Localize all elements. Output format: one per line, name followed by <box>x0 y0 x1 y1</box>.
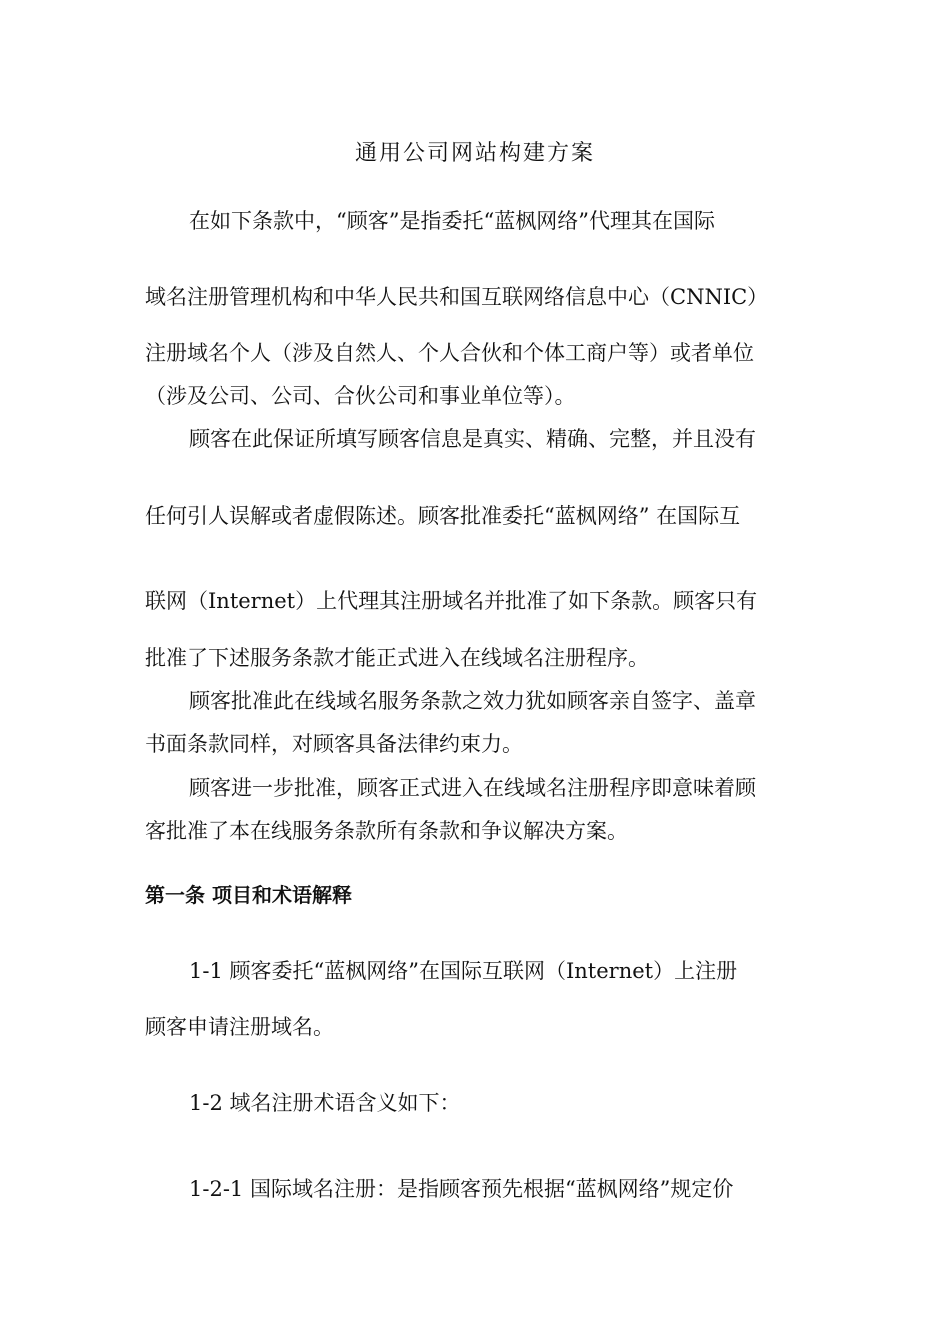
paragraph-line: 顾客进一步批准，顾客正式进入在线域名注册程序即意味着顾 <box>189 776 756 800</box>
paragraph-line: 联网（Internet）上代理其注册域名并批准了如下条款。顾客只有 <box>145 589 758 613</box>
paragraph-line: 书面条款同样，对顾客具备法律约束力。 <box>145 732 523 756</box>
paragraph-line: 注册域名个人（涉及自然人、个人合伙和个体工商户等）或者单位 <box>145 341 754 365</box>
paragraph-line: 批准了下述服务条款才能正式进入在线域名注册程序。 <box>145 646 649 670</box>
section-heading: 第一条 项目和术语解释 <box>145 883 352 907</box>
paragraph-line: 域名注册管理机构和中华人民共和国互联网络信息中心（CNNIC） <box>145 285 769 309</box>
paragraph-line: 客批准了本在线服务条款所有条款和争议解决方案。 <box>145 819 628 843</box>
paragraph-line: （涉及公司、公司、合伙公司和事业单位等）。 <box>145 384 576 408</box>
clause-line: 1-2-1 国际域名注册：是指顾客预先根据“蓝枫网络”规定价 <box>189 1177 734 1201</box>
paragraph-line: 任何引人误解或者虚假陈述。顾客批准委托“蓝枫网络” 在国际互 <box>145 504 741 528</box>
clause-line: 1-1 顾客委托“蓝枫网络”在国际互联网（Internet）上注册 <box>189 959 738 983</box>
paragraph-line: 顾客在此保证所填写顾客信息是真实、精确、完整，并且没有 <box>189 427 756 451</box>
paragraph-line: 顾客批准此在线域名服务条款之效力犹如顾客亲自签字、盖章 <box>189 689 756 713</box>
clause-line: 顾客申请注册域名。 <box>145 1015 334 1039</box>
paragraph-line: 在如下条款中，“顾客”是指委托“蓝枫网络”代理其在国际 <box>189 209 715 233</box>
document-title: 通用公司网站构建方案 <box>354 141 595 166</box>
clause-line: 1-2 域名注册术语含义如下： <box>189 1091 461 1115</box>
